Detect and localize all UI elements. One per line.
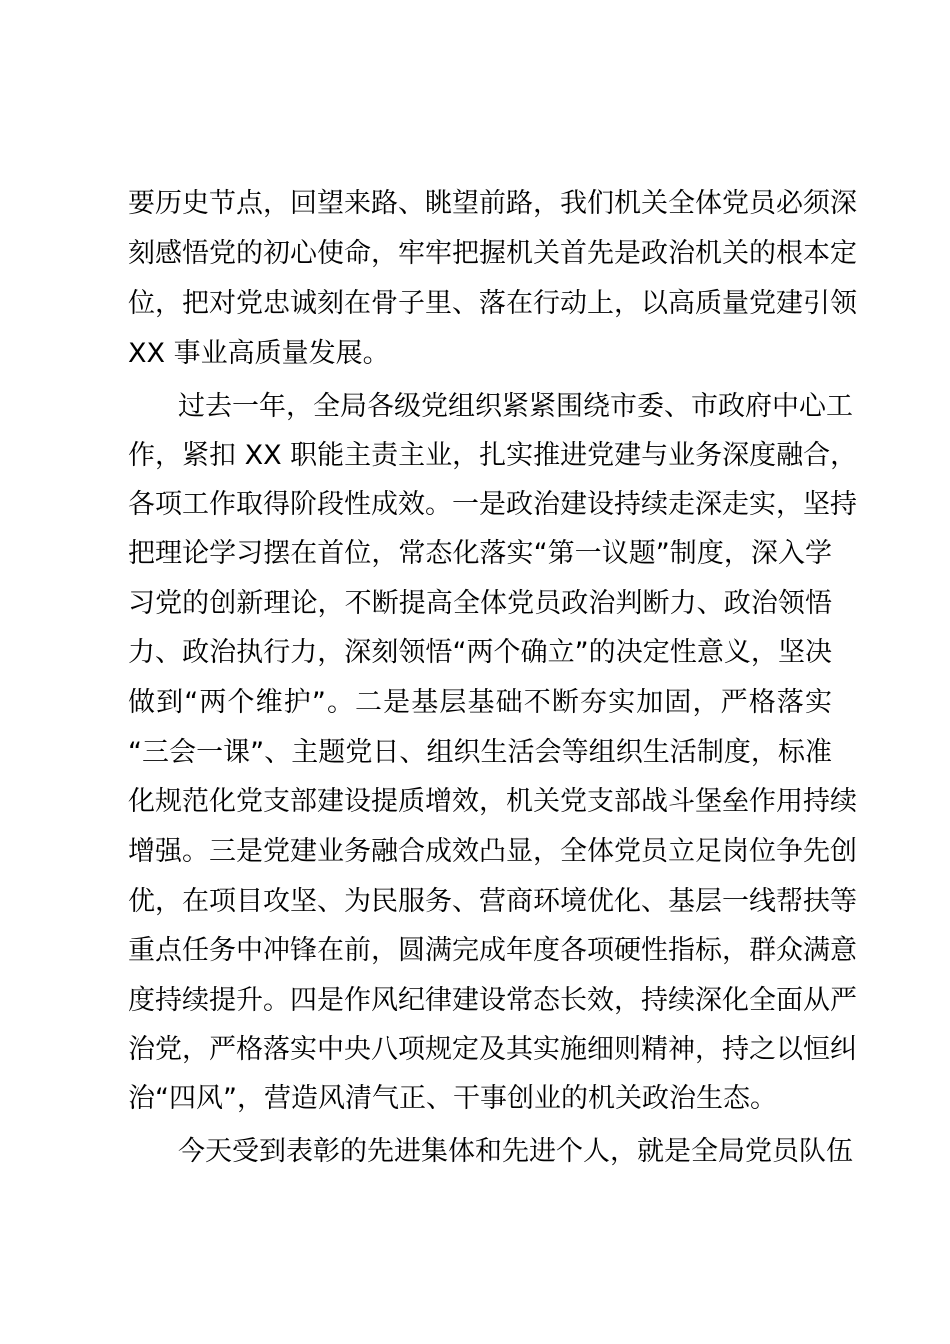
text-line: XX 事业高质量发展。 — [128, 338, 390, 369]
text-line: 治“四风”，营造风清气正、干事创业的机关政治生态。 — [128, 1083, 777, 1114]
text-line: 位，把对党忠诚刻在骨子里、落在行动上，以高质量党建引领 — [128, 288, 857, 319]
text-line: 习党的创新理论，不断提高全体党员政治判断力、政治领悟 — [128, 588, 832, 619]
text-line: 重点任务中冲锋在前，圆满完成年度各项硬性指标，群众满意 — [128, 935, 857, 966]
text-line: 各项工作取得阶段性成效。一是政治建设持续走深走实，坚持 — [128, 489, 857, 520]
text-line: 作，紧扣 XX 职能主责主业，扎实推进党建与业务深度融合， — [128, 440, 858, 471]
text-line: 做到“两个维护”。二是基层基础不断夯实加固，严格落实 — [128, 687, 832, 718]
text-line: 治党，严格落实中央八项规定及其实施细则精神，持之以恒纠 — [128, 1034, 857, 1065]
text-line: 化规范化党支部建设提质增效，机关党支部战斗堡垒作用持续 — [128, 786, 857, 817]
text-line: 把理论学习摆在首位，常态化落实“第一议题”制度，深入学 — [128, 538, 832, 569]
text-line: “三会一课”、主题党日、组织生活会等组织生活制度，标准 — [128, 737, 832, 768]
text-line: 过去一年，全局各级党组织紧紧围绕市委、市政府中心工 — [178, 391, 853, 422]
text-line: 度持续提升。四是作风纪律建设常态长效，持续深化全面从严 — [128, 985, 857, 1016]
text-line: 要历史节点，回望来路、眺望前路，我们机关全体党员必须深 — [128, 188, 857, 219]
text-line: 优，在项目攻坚、为民服务、营商环境优化、基层一线帮扶等 — [128, 886, 857, 917]
text-line: 今天受到表彰的先进集体和先进个人，就是全局党员队伍 — [178, 1136, 853, 1167]
text-line: 增强。三是党建业务融合成效凸显，全体党员立足岗位争先创 — [128, 836, 857, 867]
text-line: 力、政治执行力，深刻领悟“两个确立”的决定性意义，坚决 — [128, 637, 832, 668]
text-line: 刻感悟党的初心使命，牢牢把握机关首先是政治机关的根本定 — [128, 238, 857, 269]
